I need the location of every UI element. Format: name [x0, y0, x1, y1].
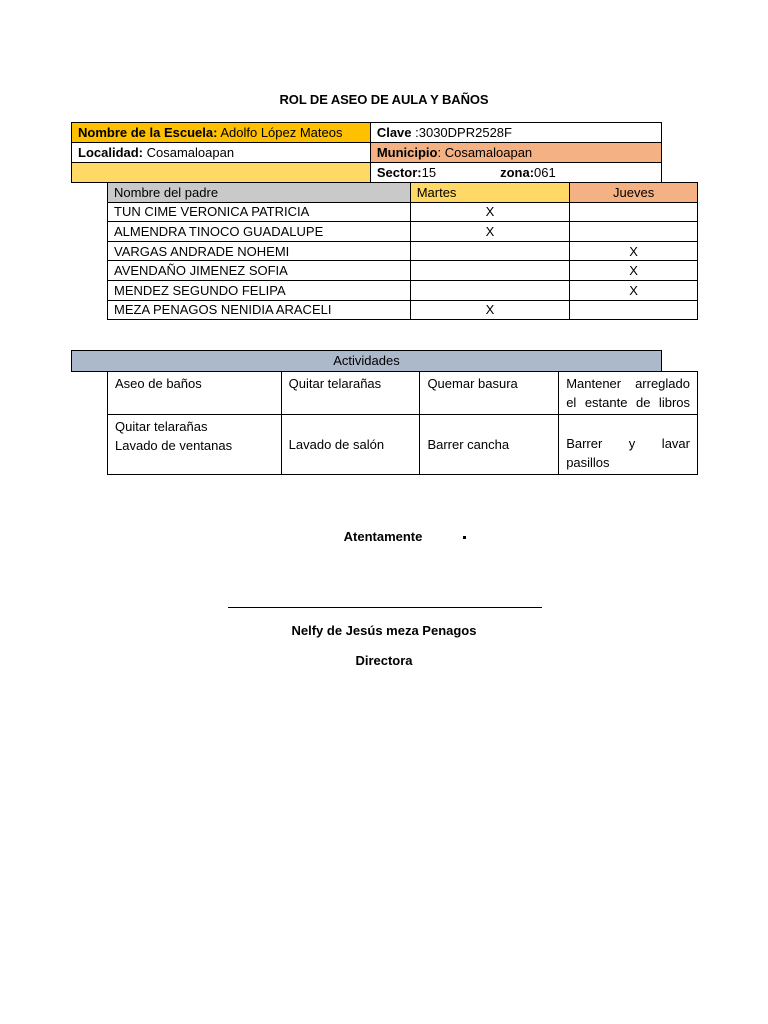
roster-table [107, 182, 698, 320]
info-row-sector [72, 163, 662, 183]
info-row-escuela [72, 123, 662, 143]
municipio-cell [370, 143, 661, 163]
activity-line: Quitar telarañas [115, 419, 208, 434]
clave-cell [370, 123, 661, 143]
signatory-role: Directora [355, 653, 413, 668]
jueves-mark: X [570, 241, 698, 261]
activities-row [108, 415, 698, 475]
parent-name: VARGAS ANDRADE NOHEMI [108, 241, 411, 261]
table-row [108, 241, 698, 261]
activities-header: Actividades [71, 350, 662, 372]
municipio-value: : Cosamaloapan [437, 145, 533, 160]
martes-mark [410, 241, 570, 261]
activity-cell: Quemar basura [420, 372, 559, 415]
activity-cell: Quitar telarañas [281, 372, 420, 415]
activity-cell: Barrer y lavar pasillos [559, 415, 698, 475]
clave-value: :3030DPR2528F [411, 125, 512, 140]
school-info-table [71, 122, 662, 183]
escuela-cell [72, 123, 371, 143]
salutation: Atentamente [343, 529, 423, 544]
activity-cell: Barrer cancha [420, 415, 559, 475]
zona-value: 061 [534, 165, 556, 180]
table-row [108, 202, 698, 222]
martes-mark: X [410, 222, 570, 242]
parent-name: TUN CIME VERONICA PATRICIA [108, 202, 411, 222]
info-row-localidad [72, 143, 662, 163]
activity-cell: Aseo de baños [108, 372, 282, 415]
sector-value: 15 [421, 165, 437, 180]
table-row [108, 300, 698, 320]
signatory-name: Nelfy de Jesús meza Penagos [291, 623, 477, 638]
localidad-cell [72, 143, 371, 163]
table-row [108, 261, 698, 281]
jueves-mark: X [570, 280, 698, 300]
clave-label: Clave [376, 125, 412, 140]
martes-mark [410, 261, 570, 281]
parent-name: MEZA PENAGOS NENIDIA ARACELI [108, 300, 411, 320]
municipio-label: Municipio [376, 145, 438, 160]
localidad-label: Localidad: [78, 145, 144, 160]
header-nombre: Nombre del padre [108, 183, 411, 203]
parent-name: ALMENDRA TINOCO GUADALUPE [108, 222, 411, 242]
table-row [108, 280, 698, 300]
escuela-value: Adolfo López Mateos [217, 125, 343, 140]
sector-label: Sector: [376, 165, 422, 180]
martes-mark: X [410, 300, 570, 320]
activity-cell: Mantener arreglado el estante de libros [559, 372, 698, 415]
localidad-value: Cosamaloapan [143, 145, 235, 160]
activities-table [107, 371, 698, 475]
activity-cell [108, 415, 282, 475]
zona-label: zona: [500, 165, 535, 180]
empty-cell [72, 163, 371, 183]
escuela-label: Nombre de la Escuela: [78, 125, 218, 140]
jueves-mark: X [570, 261, 698, 281]
document-title: ROL DE ASEO DE AULA Y BAÑOS [279, 92, 489, 107]
header-martes: Martes [410, 183, 570, 203]
activities-row [108, 372, 698, 415]
parent-name: MENDEZ SEGUNDO FELIPA [108, 280, 411, 300]
martes-mark: X [410, 202, 570, 222]
activity-cell: Lavado de salón [281, 415, 420, 475]
roster-header-row [108, 183, 698, 203]
parent-name: AVENDAÑO JIMENEZ SOFIA [108, 261, 411, 281]
martes-mark [410, 280, 570, 300]
header-jueves: Jueves [570, 183, 698, 203]
signature-line [228, 607, 542, 608]
jueves-mark [570, 202, 698, 222]
jueves-mark [570, 222, 698, 242]
jueves-mark [570, 300, 698, 320]
dot-mark [463, 536, 466, 539]
sector-cell [370, 163, 661, 183]
table-row [108, 222, 698, 242]
activity-line: Lavado de ventanas [115, 438, 233, 453]
